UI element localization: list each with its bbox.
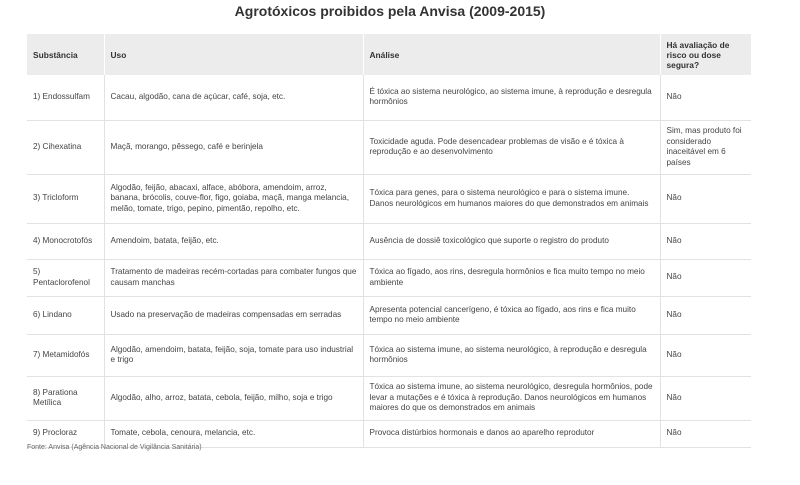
- cell-analise: Toxicidade aguda. Pode desencadear problemas de visão e é tóxica à reprodução e ao desenvolvimento: [363, 120, 660, 174]
- cell-uso: Algodão, alho, arroz, batata, cebola, feijão, milho, soja e trigo: [104, 376, 363, 420]
- cell-analise: Tóxica para genes, para o sistema neurológico e para o sistema imune. Danos neurológicos em humanos maiores do que demonstrados em animais: [363, 174, 660, 223]
- cell-analise: Provoca distúrbios hormonais e danos ao aparelho reprodutor: [363, 420, 660, 447]
- cell-analise: Tóxica ao sistema imune, ao sistema neurológico, à reprodução e desregula hormônios: [363, 334, 660, 376]
- page-title: Agrotóxicos proibidos pela Anvisa (2009-2015): [234, 3, 546, 19]
- table-header-row: [27, 34, 751, 75]
- cell-uso: Tratamento de madeiras recém-cortadas para combater fungos que causam manchas: [104, 259, 363, 296]
- cell-substancia: 2) Cihexatina: [27, 120, 104, 174]
- cell-analise: Ausência de dossiê toxicológico que suporte o registro do produto: [363, 223, 660, 259]
- cell-avaliacao: Não: [660, 223, 751, 259]
- cell-substancia: 8) Parationa Metílica: [27, 376, 104, 420]
- column-header-analise: Análise: [363, 34, 660, 75]
- column-header-substancia: Substância: [27, 34, 104, 75]
- cell-avaliacao: Não: [660, 334, 751, 376]
- cell-uso: Algodão, feijão, abacaxi, alface, abóbora, amendoim, arroz, banana, brócolis, couve-flor, figo, goiaba, maçã, manga melancia, melão, tomate, trigo, pepino, pimentão, repolho, etc.: [104, 174, 363, 223]
- cell-uso: Maçã, morango, pêssego, café e berinjela: [104, 120, 363, 174]
- cell-substancia: 6) Lindano: [27, 296, 104, 334]
- cell-substancia: 9) Procloraz: [27, 420, 104, 447]
- cell-avaliacao: Não: [660, 174, 751, 223]
- cell-analise: Tóxica ao sistema imune, ao sistema neurológico, desregula hormônios, pode levar a mutações e é tóxica à reprodução. Danos neurológicos em humanos maiores do que os demonstrados em animais: [363, 376, 660, 420]
- cell-substancia: 1) Endossulfam: [27, 75, 104, 120]
- pesticides-table: [27, 34, 751, 448]
- cell-uso: Cacau, algodão, cana de açúcar, café, soja, etc.: [104, 75, 363, 120]
- source-note: Fonte: Anvisa (Agência Nacional de Vigilância Sanitária): [27, 444, 202, 451]
- cell-substancia: 3) Tricloform: [27, 174, 104, 223]
- cell-substancia: 5) Pentaclorofenol: [27, 259, 104, 296]
- cell-analise: Apresenta potencial cancerígeno, é tóxica ao fígado, aos rins e fica muito tempo no meio ambiente: [363, 296, 660, 334]
- table-row: [27, 223, 751, 259]
- table-row: [27, 420, 751, 447]
- cell-avaliacao: Não: [660, 376, 751, 420]
- table-row: [27, 334, 751, 376]
- cell-analise: É tóxica ao sistema neurológico, ao sistema imune, à reprodução e desregula hormônios: [363, 75, 660, 120]
- column-header-uso: Uso: [104, 34, 363, 75]
- cell-uso: Amendoim, batata, feijão, etc.: [104, 223, 363, 259]
- cell-uso: Usado na preservação de madeiras compensadas em serradas: [104, 296, 363, 334]
- table-row: [27, 259, 751, 296]
- table-row: [27, 174, 751, 223]
- table-row: [27, 120, 751, 174]
- cell-substancia: 4) Monocrotofós: [27, 223, 104, 259]
- column-header-avaliacao: Há avaliação de risco ou dose segura?: [660, 34, 751, 75]
- table-row: [27, 75, 751, 120]
- table-row: [27, 296, 751, 334]
- table-row: [27, 376, 751, 420]
- cell-avaliacao: Não: [660, 75, 751, 120]
- cell-uso: Algodão, amendoim, batata, feijão, soja, tomate para uso industrial e trigo: [104, 334, 363, 376]
- cell-analise: Tóxica ao fígado, aos rins, desregula hormônios e fica muito tempo no meio ambiente: [363, 259, 660, 296]
- cell-avaliacao: Não: [660, 420, 751, 447]
- cell-uso: Tomate, cebola, cenoura, melancia, etc.: [104, 420, 363, 447]
- cell-avaliacao: Não: [660, 296, 751, 334]
- cell-substancia: 7) Metamidofós: [27, 334, 104, 376]
- cell-avaliacao: Não: [660, 259, 751, 296]
- cell-avaliacao: Sim, mas produto foi considerado inaceitável em 6 países: [660, 120, 751, 174]
